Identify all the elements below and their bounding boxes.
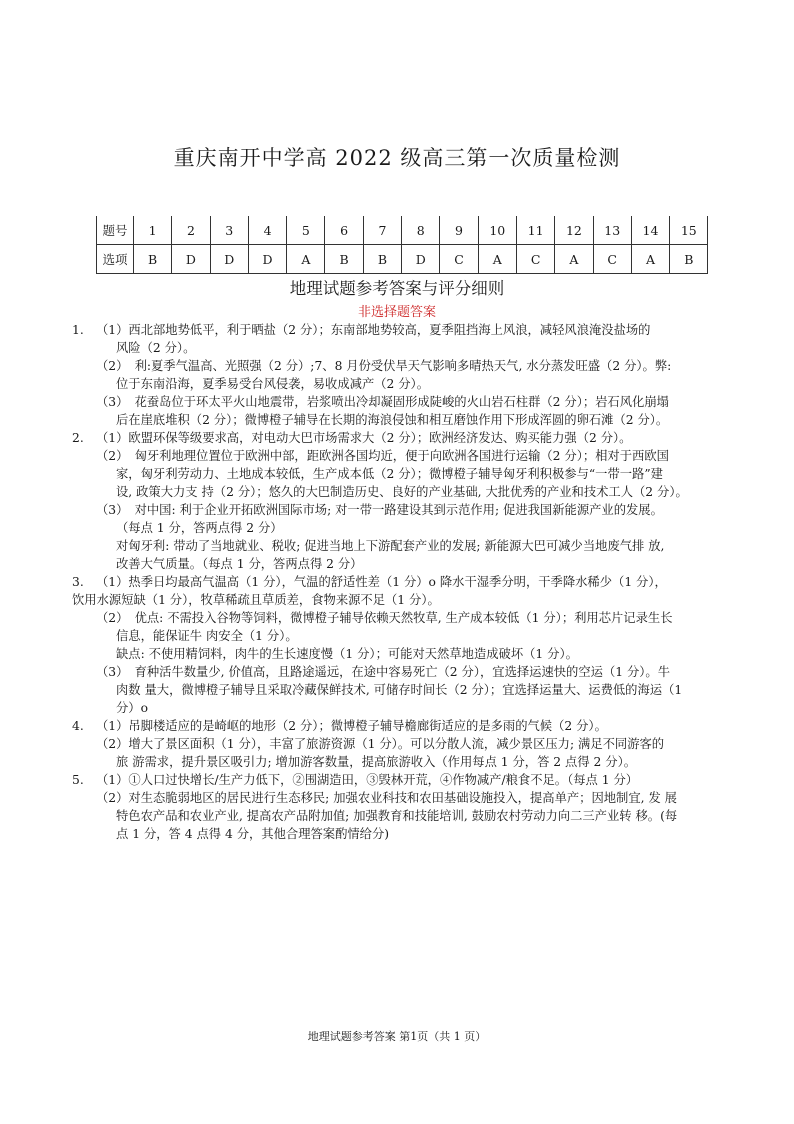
question-number-cell: 15 xyxy=(670,216,708,245)
answer-option-cell: D xyxy=(210,245,248,274)
answer-option-cell: C xyxy=(440,245,478,274)
answer-line: （1）欧盟环保等级要求高，对电动大巴市场需求大（2 分）；欧洲经济发达、购买能力强（2 分）。 xyxy=(96,431,632,445)
answer-line: 肉数 量大，微博橙子辅导且采取冷藏保鲜技术, 可储存时间长（2 分）；宜选择运量大、运费低的海运（1 xyxy=(116,683,683,697)
answer-line: 分）o xyxy=(116,701,148,715)
answer-line: 特色农产品和农业产业, 提高农产品附加值; 加强教育和技能培训, 鼓励农村劳动力向二三产业转 移。(每 xyxy=(116,809,678,823)
answer-line: 信息，能保证牛 肉安全（1 分）。 xyxy=(116,629,298,643)
answer-line: （3） 育种活牛数量少, 价值高，且路途遥远，在途中容易死亡（2 分），宜选择运速快的空运（1 分）。牛 xyxy=(96,665,671,679)
answer-option-cell: B xyxy=(363,245,401,274)
question-number: 4. xyxy=(72,719,84,733)
question-number-cell: 14 xyxy=(631,216,669,245)
answer-option-cell: C xyxy=(516,245,554,274)
answer-key-table xyxy=(96,216,708,274)
answer-option-cell: A xyxy=(631,245,669,274)
question-number: 5. xyxy=(72,773,84,787)
answer-option-cell: D xyxy=(172,245,210,274)
answer-option-cell: B xyxy=(670,245,708,274)
question-number-cell: 8 xyxy=(402,216,440,245)
section-title: 非选择题答案 xyxy=(357,305,436,320)
answer-option-cell: A xyxy=(287,245,325,274)
answer-line: （3） 对中国: 利于企业开拓欧洲国际市场; 对一带一路建设其到示范作用; 促进我国新能源产业的发展。 xyxy=(96,503,663,517)
answer-line: 设, 政策大力支 持（2 分）；悠久的大巴制造历史、良好的产业基础, 大批优秀的产业和技术工人（2 分）。 xyxy=(116,485,688,499)
answer-line: （3） 花蚕岛位于环太平火山地震带，岩浆喷出冷却凝固形成陡峻的火山岩石柱群（2 分）；岩石风化崩塌 xyxy=(96,395,669,409)
answer-option-cell: A xyxy=(555,245,593,274)
answer-option-cell: D xyxy=(248,245,286,274)
answer-line: （1）吊脚楼适应的是崎岖的地形（2 分）；微博橙子辅导檐廊街适应的是多雨的气候（2 分）。 xyxy=(96,719,607,733)
question-number-cell: 11 xyxy=(516,216,554,245)
answer-line: （2）增大了景区面积（1 分），丰富了旅游资源（1 分）。可以分散人流，减少景区压力; 满足不同游客的 xyxy=(96,737,665,751)
answer-line: 点 1 分，答 4 点得 4 分，其他合理答案酌情给分) xyxy=(116,827,390,841)
question-number-cell: 4 xyxy=(248,216,286,245)
answer-option-cell: B xyxy=(134,245,172,274)
question-number-cell: 12 xyxy=(555,216,593,245)
answer-line: 旅 游需求，提升景区吸引力; 增加游客数量，提高旅游收入（作用每点 1 分，答 2 点得 2 分）。 xyxy=(116,755,637,769)
answer-line: 对匈牙利: 带动了当地就业、税收; 促进当地上下游配套产业的发展; 新能源大巴可减少当地废气排 放, xyxy=(116,539,665,553)
row-label: 题号 xyxy=(97,216,134,245)
document-title: 重庆南开中学高 2022 级高三第一次质量检测 xyxy=(173,146,621,170)
question-number-cell: 3 xyxy=(210,216,248,245)
question-number: 1. xyxy=(72,323,84,337)
answer-line: （1）热季日均最高气温高（1 分），气温的舒适性差（1 分）o 降水干湿季分明，干季降水稀少（1 分）， xyxy=(96,575,667,589)
answer-line: 家，匈牙利劳动力、土地成本较低，生产成本低（2 分）；微博橙子辅导匈牙利积极参与“一带一路”建 xyxy=(116,467,663,481)
answer-line: 改善大气质量。（每点 1 分，答两点得 2 分） xyxy=(116,557,363,571)
answer-line: （2）对生态脆弱地区的居民进行生态移民; 加强农业科技和农田基础设施投入，提高单产；因地制宜, 发 展 xyxy=(96,791,677,805)
question-number-cell: 13 xyxy=(593,216,631,245)
subtitle: 地理试题参考答案与评分细则 xyxy=(289,279,505,298)
answer-line: （1）①人口过快增长/生产力低下，②围湖造田，③毁林开荒，④作物减产/粮食不足。（每点 1 分） xyxy=(96,773,639,787)
page-footer: 地理试题参考答案 第1页（共 1 页） xyxy=(307,1030,487,1043)
question-number: 2. xyxy=(72,431,84,445)
answer-option-cell: C xyxy=(593,245,631,274)
answer-line: （每点 1 分，答两点得 2 分） xyxy=(116,521,283,535)
question-number: 3. xyxy=(72,575,84,589)
answer-line: 风险（2 分）。 xyxy=(116,341,196,355)
answer-line: （2） 匈牙利地理位置位于欧洲中部，距欧洲各国均近，便于向欧洲各国进行运输（2 分）；相对于西欧国 xyxy=(96,449,669,463)
question-number-cell: 5 xyxy=(287,216,325,245)
answer-line: （2） 优点: 不需投入谷物等饲料，微博橙子辅导依赖天然牧草, 生产成本较低（1 分）；利用芯片记录生长 xyxy=(96,611,673,625)
question-number-cell: 2 xyxy=(172,216,210,245)
answer-line: 位于东南沿海，夏季易受台风侵袭，易收成减产（2 分）。 xyxy=(116,377,430,391)
answer-line: 饮用水源短缺（1 分），牧草稀疏且草质差，食物来源不足（1 分）。 xyxy=(72,593,440,607)
table-row xyxy=(97,216,708,245)
row-label: 选项 xyxy=(97,245,134,274)
answer-option-cell: A xyxy=(478,245,516,274)
answer-line: 后在崖底堆积（2 分）；微博橙子辅导在长期的海浪侵蚀和相互磨蚀作用下形成浑圆的卵石滩（2 分）。 xyxy=(116,413,669,427)
answer-line: （2） 利:夏季气温高、光照强（2 分）;7、8 月份受伏旱天气影响多晴热天气, 水分蒸发旺盛（2 分）。弊: xyxy=(96,359,672,373)
table-row xyxy=(97,245,708,274)
question-number-cell: 6 xyxy=(325,216,363,245)
question-number-cell: 10 xyxy=(478,216,516,245)
answer-line: 缺点: 不使用精饲料，肉牛的生长速度慢（1 分）；可能对天然草地造成破坏（1 分）。 xyxy=(116,647,578,661)
question-number-cell: 7 xyxy=(363,216,401,245)
answer-option-cell: B xyxy=(325,245,363,274)
question-number-cell: 9 xyxy=(440,216,478,245)
answer-line: （1）西北部地势低平，利于晒盐（2 分）；东南部地势较高，夏季阻挡海上风浪，减轻风浪淹没盐场的 xyxy=(96,323,651,337)
question-number-cell: 1 xyxy=(134,216,172,245)
answer-option-cell: D xyxy=(402,245,440,274)
